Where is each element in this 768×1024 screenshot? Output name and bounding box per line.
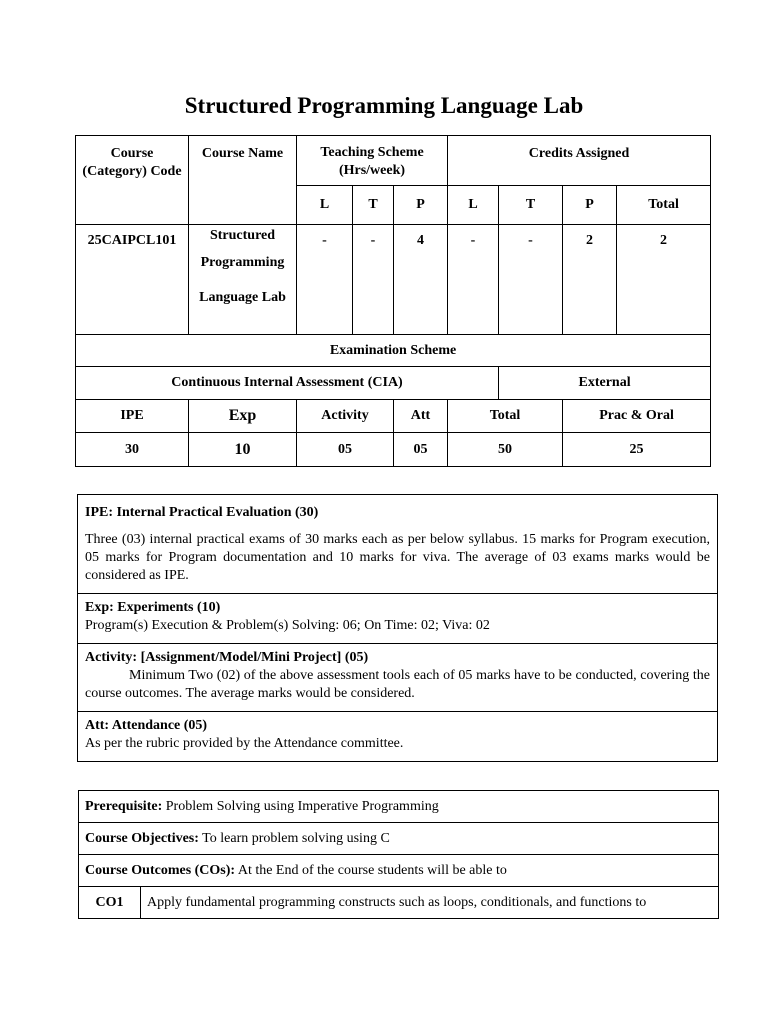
att-section <box>78 712 718 762</box>
credits-total-header: Total <box>617 186 711 225</box>
teaching-l-header: L <box>297 186 353 225</box>
teaching-t-header: T <box>353 186 394 225</box>
cia-label: Continuous Internal Assessment (CIA) <box>76 367 499 400</box>
credits-p-header: P <box>563 186 617 225</box>
exam-col-total: Total <box>448 400 563 433</box>
prerequisite-label: Prerequisite: <box>85 798 163 814</box>
objectives-label: Course Objectives: <box>85 830 199 846</box>
document-title: Structured Programming Language Lab <box>184 93 584 118</box>
course-table <box>75 135 711 467</box>
objectives-row <box>79 823 719 855</box>
evaluation-table <box>77 494 718 762</box>
outcomes-value: At the End of the course students will be able to <box>237 862 507 878</box>
exam-col-prac-oral: Prac & Oral <box>563 400 711 433</box>
activity-text: Minimum Two (02) of the above assessment tools each of 05 marks have to be conducted, covering the course outcomes. The average marks would be considered. <box>85 668 710 701</box>
exam-col-exp: Exp <box>189 400 297 433</box>
course-name-line: Language Lab <box>199 290 286 305</box>
examination-scheme-title: Examination Scheme <box>76 335 711 367</box>
outcomes-row <box>79 855 719 887</box>
credits-t-value: - <box>499 225 563 335</box>
credits-l-value: - <box>448 225 499 335</box>
prerequisite-value: Problem Solving using Imperative Programming <box>165 798 439 814</box>
exam-val-att: 05 <box>394 433 448 467</box>
course-name-line: Structured <box>209 228 276 243</box>
exam-val-exp: 10 <box>189 433 297 467</box>
course-name-line: Programming <box>200 255 285 270</box>
activity-section <box>78 644 718 712</box>
exam-val-prac-oral: 25 <box>563 433 711 467</box>
prerequisite-row <box>79 791 719 823</box>
objectives-value: To learn problem solving using C <box>202 830 390 846</box>
co1-id: CO1 <box>79 887 141 919</box>
course-code: 25CAIPCL101 <box>76 225 189 335</box>
credits-p-value: 2 <box>563 225 617 335</box>
exam-col-att: Att <box>394 400 448 433</box>
exam-val-ipe: 30 <box>76 433 189 467</box>
co1-text: Apply fundamental programming constructs such as loops, conditionals, and functions to <box>141 887 719 919</box>
teaching-t-value: - <box>353 225 394 335</box>
teaching-p-value: 4 <box>394 225 448 335</box>
ipe-text: Three (03) internal practical exams of 30 marks each as per below syllabus. 15 marks for Program execution, 05 marks for Program documentation and 10 marks for viva. The average of 03 exams marks would be considered as IPE. <box>85 532 710 583</box>
outcomes-label: Course Outcomes (COs): <box>85 862 236 878</box>
activity-heading: Activity: [Assignment/Model/Mini Project] (05) <box>85 650 369 665</box>
header-teaching-scheme: Teaching Scheme (Hrs/week) <box>297 136 448 186</box>
exp-heading: Exp: Experiments (10) <box>85 600 221 615</box>
exam-col-ipe: IPE <box>76 400 189 433</box>
credits-total-value: 2 <box>617 225 711 335</box>
teaching-p-header: P <box>394 186 448 225</box>
att-text: As per the rubric provided by the Attendance committee. <box>85 736 404 751</box>
ipe-heading: IPE: Internal Practical Evaluation (30) <box>85 505 319 520</box>
header-course-code: Course (Category) Code <box>76 136 189 225</box>
exp-text: Program(s) Execution & Problem(s) Solving: 06; On Time: 02; Viva: 02 <box>85 618 490 633</box>
teaching-l-value: - <box>297 225 353 335</box>
course-name <box>189 225 297 335</box>
credits-l-header: L <box>448 186 499 225</box>
external-label: External <box>499 367 711 400</box>
exp-section <box>78 594 718 644</box>
att-heading: Att: Attendance (05) <box>85 718 208 733</box>
exam-col-activity: Activity <box>297 400 394 433</box>
course-info-table <box>78 790 719 919</box>
header-credits-assigned: Credits Assigned <box>448 136 711 186</box>
exam-val-activity: 05 <box>297 433 394 467</box>
header-course-name: Course Name <box>189 136 297 225</box>
exam-val-total: 50 <box>448 433 563 467</box>
credits-t-header: T <box>499 186 563 225</box>
ipe-section <box>78 495 718 594</box>
